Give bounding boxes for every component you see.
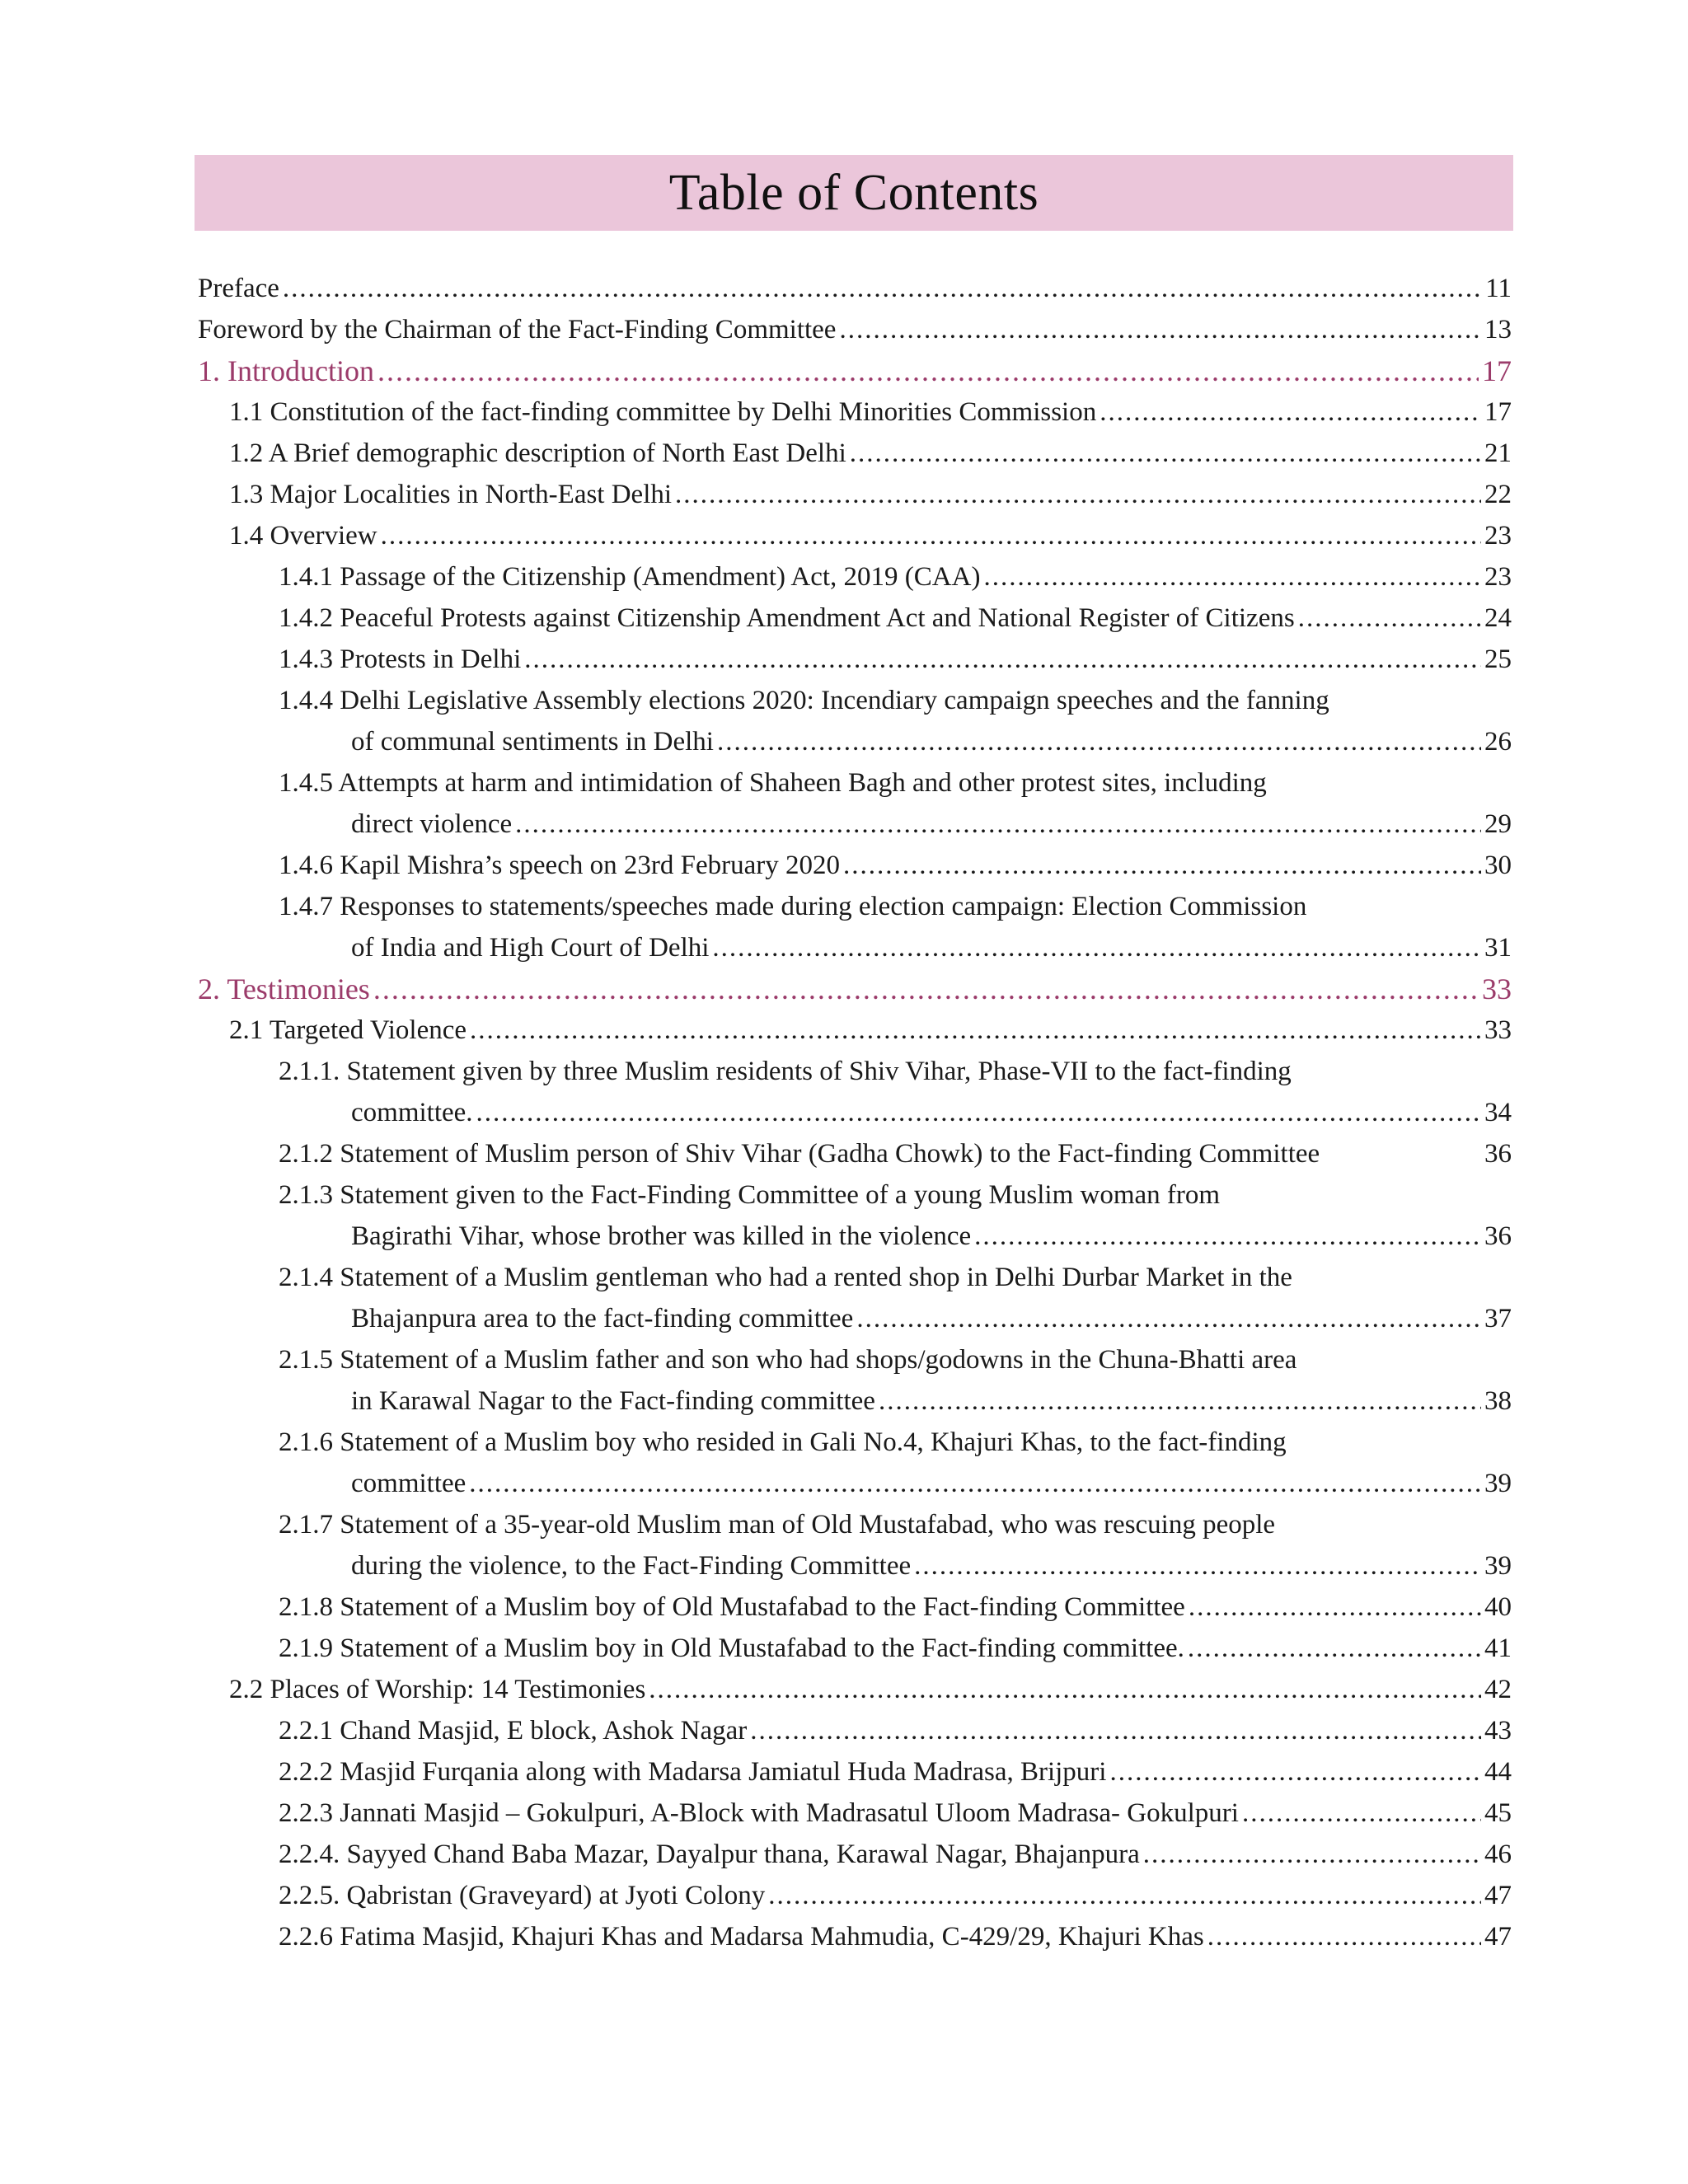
dot-leader [1100, 391, 1481, 433]
toc-entry[interactable] [198, 1422, 1512, 1504]
toc-page-number: 21 [1484, 438, 1512, 468]
toc-entry-title-line: 2.1.5 Statement of a Muslim father and son who had shops/godowns in the Chuna-Bhatti area [279, 1345, 1297, 1375]
dot-leader [983, 556, 1481, 598]
toc-page-number: 30 [1484, 851, 1512, 880]
toc-entry-title-line: 2.1.4 Statement of a Muslim gentleman who had a rented shop in Delhi Durbar Market in the [279, 1263, 1292, 1292]
dot-leader [843, 845, 1481, 886]
dot-leader [974, 1216, 1481, 1257]
toc-entry-title: 2.2.3 Jannati Masjid – Gokulpuri, A-Block with Madrasatul Uloom Madrasa- Gokulpuri [279, 1798, 1239, 1828]
toc-entry-title: Bagirathi Vihar, whose brother was killed in the violence [351, 1221, 972, 1251]
dot-leader [524, 639, 1481, 680]
toc-page-number: 17 [1482, 354, 1512, 387]
toc-page-number: 44 [1484, 1757, 1512, 1787]
dot-leader [717, 721, 1481, 762]
toc-page-number: 45 [1484, 1798, 1512, 1828]
toc-page-number: 36 [1484, 1221, 1512, 1251]
toc-entry[interactable] [198, 1051, 1512, 1133]
toc-entry[interactable] [198, 680, 1512, 762]
toc-entry-title: of India and High Court of Delhi [351, 933, 710, 963]
toc-entry[interactable] [198, 1875, 1512, 1916]
toc-page-number: 22 [1484, 480, 1512, 509]
toc-entry-title: 1. Introduction [198, 354, 374, 387]
dot-leader [469, 1463, 1481, 1504]
toc-page-number: 39 [1484, 1551, 1512, 1581]
dot-leader [381, 515, 1481, 556]
toc-entry-title: 2.2.1 Chand Masjid, E block, Ashok Nagar [279, 1716, 748, 1746]
toc-entry[interactable] [198, 474, 1512, 515]
toc-entry[interactable] [198, 1710, 1512, 1751]
toc-entry[interactable] [198, 268, 1512, 309]
toc-entry-title: 2.1.9 Statement of a Muslim boy in Old Mustafabad to the Fact-finding committee. [279, 1633, 1184, 1663]
dot-leader [839, 309, 1481, 350]
dot-leader [768, 1875, 1481, 1916]
toc-entry-title: in Karawal Nagar to the Fact-finding committee [351, 1386, 875, 1416]
dot-leader [1298, 598, 1481, 639]
toc-entry[interactable] [198, 598, 1512, 639]
toc-page-number: 47 [1484, 1881, 1512, 1910]
toc-entry[interactable] [198, 433, 1512, 474]
toc-entry-title: 2.2.4. Sayyed Chand Baba Mazar, Dayalpur thana, Karawal Nagar, Bhajanpura [279, 1840, 1140, 1869]
toc-entry[interactable] [198, 1133, 1512, 1174]
toc-entry[interactable] [198, 1339, 1512, 1422]
dot-leader [1109, 1751, 1481, 1793]
toc-page-number: 31 [1484, 933, 1512, 963]
toc-entry-title: 1.4 Overview [229, 521, 377, 551]
toc-page-number: 11 [1485, 274, 1512, 303]
toc-page-number: 42 [1484, 1675, 1512, 1704]
toc-chapter-entry[interactable] [198, 350, 1512, 391]
dot-leader [712, 927, 1481, 968]
toc-entry-title: 2.1.8 Statement of a Muslim boy of Old Mustafabad to the Fact-finding Committee [279, 1592, 1185, 1622]
toc-page-number: 40 [1484, 1592, 1512, 1622]
toc-entry-title: 2.2.5. Qabristan (Graveyard) at Jyoti Colony [279, 1881, 766, 1910]
dot-leader [515, 804, 1481, 845]
toc-entry-title: Foreword by the Chairman of the Fact-Finding Committee [198, 315, 837, 344]
toc-entry-title-line: 2.1.7 Statement of a 35-year-old Muslim man of Old Mustafabad, who was rescuing people [279, 1510, 1276, 1540]
toc-entry-title: 1.4.6 Kapil Mishra’s speech on 23rd February 2020 [279, 851, 840, 880]
dot-leader [879, 1380, 1481, 1422]
toc-entry[interactable] [198, 845, 1512, 886]
toc-entry[interactable] [198, 1628, 1512, 1669]
toc-entry[interactable] [198, 1586, 1512, 1628]
toc-page-number: 38 [1484, 1386, 1512, 1416]
toc-entry-title: Preface [198, 274, 279, 303]
toc-entry[interactable] [198, 639, 1512, 680]
toc-entry-title-line: 1.4.4 Delhi Legislative Assembly elections 2020: Incendiary campaign speeches and the fanning [279, 686, 1329, 715]
toc-page-number: 46 [1484, 1840, 1512, 1869]
toc-page-number: 23 [1484, 521, 1512, 551]
toc-entry-title: 2.2.2 Masjid Furqania along with Madarsa Jamiatul Huda Madrasa, Brijpuri [279, 1757, 1107, 1787]
toc-page-number: 17 [1484, 397, 1512, 427]
title-banner [195, 155, 1513, 231]
dot-leader [856, 1298, 1481, 1339]
dot-leader [1207, 1916, 1481, 1957]
toc-page-number: 23 [1484, 562, 1512, 592]
toc-entry[interactable] [198, 1174, 1512, 1257]
toc-page-number: 13 [1484, 315, 1512, 344]
toc-page-number: 36 [1484, 1139, 1512, 1169]
dot-leader [750, 1710, 1481, 1751]
toc-page-number: 34 [1484, 1098, 1512, 1127]
dot-leader [283, 268, 1482, 309]
toc-entry-title: 2.2 Places of Worship: 14 Testimonies [229, 1675, 646, 1704]
toc-page-number: 25 [1484, 644, 1512, 674]
toc-entry-title: 1.3 Major Localities in North-East Delhi [229, 480, 673, 509]
toc-entry[interactable] [198, 886, 1512, 968]
toc-entry-title-line: 1.4.5 Attempts at harm and intimidation of Shaheen Bagh and other protest sites, including [279, 768, 1267, 798]
toc-page-number: 37 [1484, 1304, 1512, 1333]
toc-entry-title: 2. Testimonies [198, 972, 370, 1005]
toc-entry-title: 1.2 A Brief demographic description of North East Delhi [229, 438, 846, 468]
toc-entry[interactable] [198, 762, 1512, 845]
toc-list [198, 268, 1512, 1957]
toc-entry[interactable] [198, 1751, 1512, 1793]
toc-page-number: 33 [1482, 972, 1512, 1005]
toc-entry[interactable] [198, 1834, 1512, 1875]
toc-entry-title-line: 2.1.1. Statement given by three Muslim residents of Shiv Vihar, Phase-VII to the fact-finding [279, 1057, 1292, 1086]
toc-page-number: 39 [1484, 1469, 1512, 1498]
toc-entry-title: 1.4.1 Passage of the Citizenship (Amendment) Act, 2019 (CAA) [279, 562, 981, 592]
dot-leader [1189, 1586, 1481, 1628]
toc-entry-title: Bhajanpura area to the fact-finding committee [351, 1304, 854, 1333]
toc-entry-title-line: 2.1.3 Statement given to the Fact-Finding Committee of a young Muslim woman from [279, 1180, 1221, 1210]
toc-entry[interactable] [198, 1669, 1512, 1710]
toc-entry-title: 2.2.6 Fatima Masjid, Khajuri Khas and Madarsa Mahmudia, C-429/29, Khajuri Khas [279, 1922, 1204, 1952]
toc-page [195, 155, 1513, 1957]
toc-entry-title: 2.1 Targeted Violence [229, 1015, 467, 1045]
toc-chapter-entry[interactable] [198, 968, 1512, 1010]
dot-leader [850, 433, 1481, 474]
toc-entry-title-line: 1.4.7 Responses to statements/speeches made during election campaign: Election Commission [279, 892, 1307, 921]
toc-entry[interactable] [198, 556, 1512, 598]
toc-entry[interactable] [198, 515, 1512, 556]
toc-entry[interactable] [198, 309, 1512, 350]
toc-entry[interactable] [198, 391, 1512, 433]
toc-entry[interactable] [198, 1010, 1512, 1051]
toc-entry[interactable] [198, 1793, 1512, 1834]
dot-leader [1143, 1834, 1481, 1875]
toc-entry-title: committee [351, 1469, 467, 1498]
toc-entry-title-line: 2.1.6 Statement of a Muslim boy who resided in Gali No.4, Khajuri Khas, to the fact-finding [279, 1427, 1287, 1457]
toc-entry[interactable] [198, 1916, 1512, 1957]
dot-leader [373, 968, 1479, 1010]
dot-leader [1188, 1628, 1481, 1669]
dot-leader [1242, 1793, 1481, 1834]
toc-entry-title: 1.4.3 Protests in Delhi [279, 644, 522, 674]
page-title: Table of Contents [668, 164, 1039, 221]
toc-entry[interactable] [198, 1257, 1512, 1339]
toc-entry-title: direct violence [351, 809, 513, 839]
dot-leader [377, 350, 1479, 391]
dot-leader [476, 1092, 1481, 1133]
toc-entry-title: 1.4.2 Peaceful Protests against Citizenship Amendment Act and National Register of Citizens [279, 603, 1295, 633]
dot-leader [649, 1669, 1481, 1710]
toc-page-number: 47 [1484, 1922, 1512, 1952]
toc-entry-title: during the violence, to the Fact-Finding Committee [351, 1551, 912, 1581]
toc-entry-title: 2.1.2 Statement of Muslim person of Shiv Vihar (Gadha Chowk) to the Fact-finding Committee [279, 1139, 1320, 1169]
toc-page-number: 24 [1484, 603, 1512, 633]
dot-leader [914, 1545, 1481, 1586]
toc-entry-title: committee. [351, 1098, 473, 1127]
toc-page-number: 43 [1484, 1716, 1512, 1746]
toc-entry[interactable] [198, 1504, 1512, 1586]
dot-leader [470, 1010, 1481, 1051]
toc-entry-title: 1.1 Constitution of the fact-finding committee by Delhi Minorities Commission [229, 397, 1097, 427]
toc-page-number: 26 [1484, 727, 1512, 757]
toc-page-number: 33 [1484, 1015, 1512, 1045]
toc-page-number: 41 [1484, 1633, 1512, 1663]
toc-page-number: 29 [1484, 809, 1512, 839]
toc-entry-title: of communal sentiments in Delhi [351, 727, 714, 757]
dot-leader [675, 474, 1481, 515]
